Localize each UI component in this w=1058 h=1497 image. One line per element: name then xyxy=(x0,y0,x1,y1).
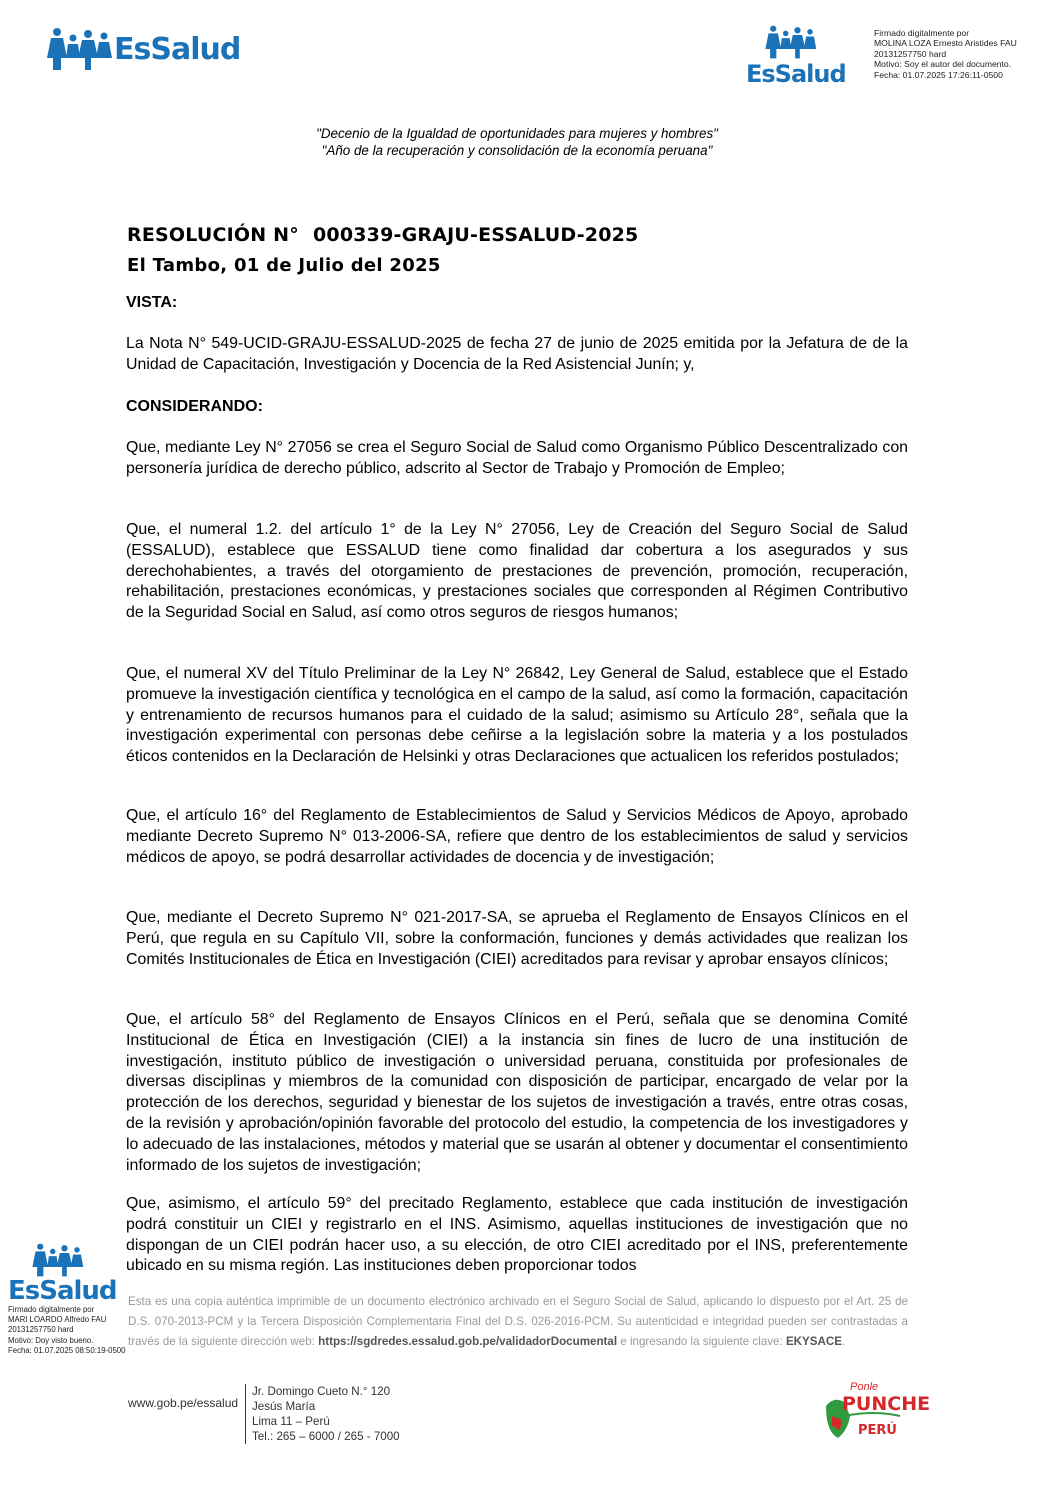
note-period: . xyxy=(842,1335,846,1348)
note-text: e ingresando la siguiente clave: xyxy=(620,1335,783,1348)
considerando-paragraph: Que, el artículo 58° del Reglamento de Ensayos Clínicos en el Perú, señala que se denomina Comité Institucional de Ética en Investigación (CIEI) a la instancia sin fines de lucro de una institución de investigación, instituto público de investigación o universidad peruana, constituida por profesionales de diversas disciplinas y miembros de la comunidad con disposición de participar, encargado de velar por la protección de los derechos, seguridad y bienestar de los sujetos de investigación a través, entre otras cosas, de la revisión y aprobación/opinión favorable del protocolo del estudio, la competencia de los investigadores y lo adecuado de las instalaciones, métodos y material que se usarán al obtener y documentar el consentimiento informado de los sujetos de investigación; xyxy=(126,1011,908,1174)
resolution-number: 000339-GRAJU-ESSALUD-2025 xyxy=(313,224,639,246)
vista-heading: VISTA: xyxy=(126,294,178,311)
validator-link[interactable]: https://sgdredes.essalud.gob.pe/validadorDocumental xyxy=(318,1335,618,1348)
digital-signature-top xyxy=(874,28,1054,80)
authenticity-note xyxy=(128,1292,908,1352)
punche-word-3: PERÚ xyxy=(858,1423,897,1438)
signature-line: Fecha: 01.07.2025 17:26:11-0500 xyxy=(874,69,1003,80)
address-line: Jesús María xyxy=(252,1400,316,1413)
signature-line: 20131257750 hard xyxy=(874,48,947,59)
family-figures-icon xyxy=(32,1242,86,1278)
decade-line: "Decenio de la Igualdad de oportunidades para mujeres y hombres" xyxy=(316,126,718,141)
family-figures-icon xyxy=(766,24,818,60)
considerando-paragraph: Que, asimismo, el artículo 59° del precitado Reglamento, establece que cada institución de investigación podrá constituir un CIEI y registrarlo en el INS. Asimismo, aquellas instituciones de investigación que no dispongan de un CIEI podrán hacer uso, a su elección, de otro CIEI acreditado por el INS, preferentemente ubicado en su misma región. Las instituciones deben proporcionar todos xyxy=(126,1195,908,1275)
digital-signature-footer xyxy=(8,1305,138,1356)
signature-essalud-logo xyxy=(742,24,846,90)
considerando-paragraph: Que, mediante Ley N° 27056 se crea el Seguro Social de Salud como Organismo Público Descentralizado con personería jurídica de derecho público, adscrito al Sector de Trabajo y Promoción de Empleo; xyxy=(126,439,908,477)
considerando-paragraph: Que, el artículo 16° del Reglamento de Establecimientos de Salud y Servicios Médicos de Apoyo, aprobado mediante Decreto Supremo N° 013-2006-SA, refiere que dentro de los establecimientos de salud y servicios médicos de apoyo, se podrá desarrollar actividades de docencia y de investigación; xyxy=(126,807,908,866)
considerando-paragraph: Que, el numeral XV del Título Preliminar de la Ley N° 26842, Ley General de Salud, establece que el Estado promueve la investigación científica y tecnológica en el campo de la salud, así como la formación, capacitación y entrenamiento de recursos humanos para el cuidado de la salud; asimismo su Artículo 28°, señala que la investigación experimental con personas debe ceñirse a la legislación sobre la materia y a los postulados éticos contenidos en la Declaración de Helsinki y otras Declaraciones que actualicen los referidos postulados; xyxy=(126,665,908,766)
punche-word-2: PUNCHE xyxy=(842,1393,931,1415)
signature-line: Firmado digitalmente por xyxy=(8,1305,95,1314)
signature-line: Motivo: Doy visto bueno. xyxy=(8,1335,94,1345)
essalud-logo xyxy=(48,26,258,74)
address-block xyxy=(252,1384,400,1444)
year-line: "Año de la recuperación y consolidación de la economía peruana" xyxy=(321,143,713,158)
signature-line: 20131257750 hard xyxy=(8,1325,74,1335)
validation-key: EKYSACE xyxy=(785,1335,843,1348)
signature-line: Fecha: 01.07.2025 08:50:19-0500 xyxy=(8,1345,126,1355)
signature-line: MARI LOARDO Alfredo FAU xyxy=(8,1315,107,1325)
considerando-heading: CONSIDERANDO: xyxy=(126,398,263,415)
address-line: Tel.: 265 – 6000 / 265 - 7000 xyxy=(252,1430,400,1443)
website-link[interactable]: www.gob.pe/essalud xyxy=(128,1396,239,1410)
signature-logo-wordmark: EsSalud xyxy=(746,60,846,88)
note-text: Esta es una copia auténtica imprimible de un documento electrónico archivado en el Seguro Social de Salud, aplicando lo dispuesto por el Art. 25 de D.S. 070-2013-PCM y la Tercera Disposición Complementaria Final del D.S. 026-2016-PCM. Su autenticidad e integridad pueden ser contrastadas a través de la siguiente dirección web: xyxy=(128,1295,908,1348)
considerando-paragraph: Que, el numeral 1.2. del artículo 1° de la Ley N° 27056, Ley de Creación del Seguro Social de Salud (ESSALUD), establece que ESSALUD tiene como finalidad dar cobertura a los asegurados y sus derechohabientes, a través del otorgamiento de prestaciones de prevención, promoción, recuperación, rehabilitación, prestaciones económicas, y prestaciones sociales que corresponden al Régimen Contributivo de la Seguridad Social en Salud, así como otros seguros de riesgos humanos; xyxy=(126,521,908,622)
punche-word-1: Ponle xyxy=(850,1381,879,1393)
ponle-punche-peru-logo xyxy=(820,1376,931,1452)
footer-essalud-logo xyxy=(6,1242,116,1308)
footer-logo-wordmark: EsSalud xyxy=(8,1276,117,1306)
resolution-label: RESOLUCIÓN N° xyxy=(127,224,299,246)
address-line: Jr. Domingo Cueto N.° 120 xyxy=(252,1385,391,1398)
considerando-paragraph: Que, mediante el Decreto Supremo N° 021-2017-SA, se aprueba el Reglamento de Ensayos Clínicos en el Perú, que regula en su Capítulo VII, sobre la conformación, funciones y demás actividades que realizan los Comités Institucionales de Ética en Investigación (CIEI) acreditados para revisar y aprobar ensayos clínicos; xyxy=(126,909,908,968)
signature-line: Motivo: Soy el autor del documento. xyxy=(874,59,1012,70)
signature-line: Firmado digitalmente por xyxy=(874,28,970,38)
footer-divider xyxy=(245,1384,246,1444)
essalud-wordmark: EsSalud xyxy=(114,32,241,67)
resolution-date: El Tambo, 01 de Julio del 2025 xyxy=(127,255,441,276)
signature-line: MOLINA LOZA Ernesto Aristides FAU xyxy=(874,38,1017,49)
family-figures-icon xyxy=(48,26,114,72)
vista-paragraph: La Nota N° 549-UCID-GRAJU-ESSALUD-2025 de fecha 27 de junio de 2025 emitida por la Jefatura de de la Unidad de Capacitación, Investigación y Docencia de la Red Asistencial Junín; y, xyxy=(126,335,908,373)
resolution-title xyxy=(127,224,638,246)
address-line: Lima 11 – Perú xyxy=(252,1415,330,1428)
